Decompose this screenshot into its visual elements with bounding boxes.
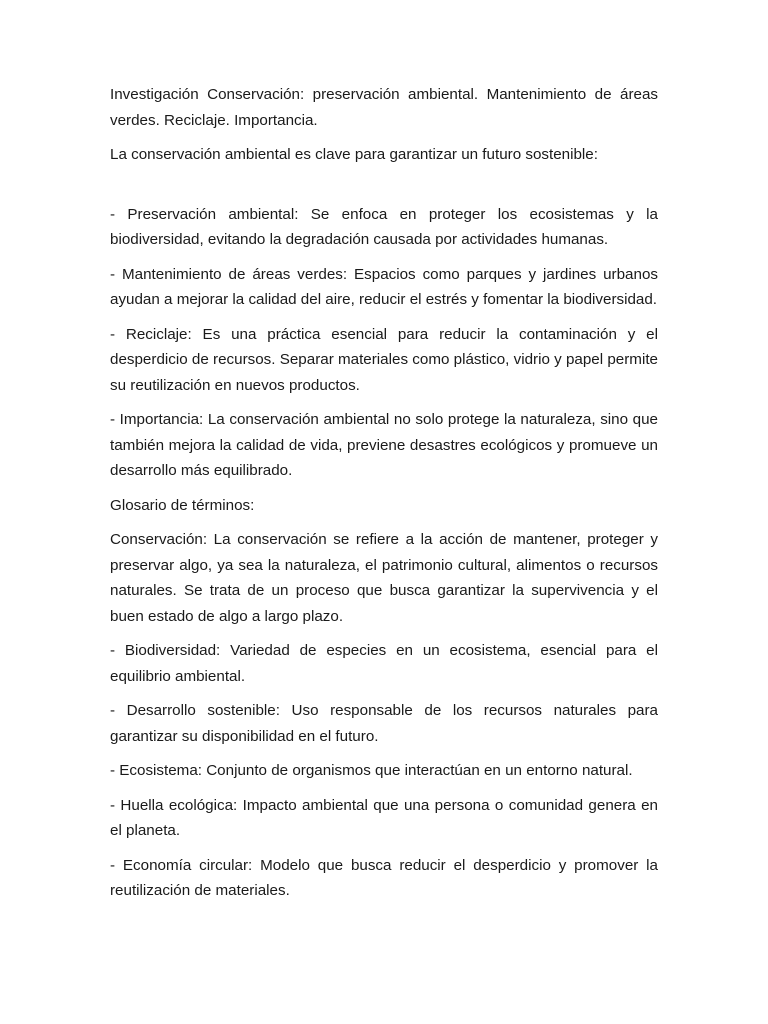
document-page [110,82,658,913]
glossary-heading: Glosario de términos: [110,496,255,514]
point-areas-verdes: - Mantenimiento de áreas verdes: Espacios como parques y jardines urbanos ayudan a mejorar la calidad del aire, reducir el estrés y fomentar la biodiversidad. [110,265,658,308]
glossary-term-ecosistema: - Ecosistema: Conjunto de organismos que interactúan en un entorno natural. [110,762,633,779]
document-title: Investigación Conservación: preservación ambiental. Mantenimiento de áreas verdes. Reciclaje. Importancia. [110,86,658,129]
intro-paragraph: La conservación ambiental es clave para garantizar un futuro sostenible: [110,146,598,163]
point-preservacion: - Preservación ambiental: Se enfoca en proteger los ecosistemas y la biodiversidad, evitando la degradación causada por actividades humanas. [110,205,658,248]
glossary-term-desarrollo-sostenible: - Desarrollo sostenible: Uso responsable de los recursos naturales para garantizar su disponibilidad en el futuro. [110,702,658,745]
blank-line [110,177,658,202]
glossary-term-economia-circular: - Economía circular: Modelo que busca reducir el desperdicio y promover la reutilización de materiales. [110,856,658,899]
glossary-definition-conservacion: Conservación: La conservación se refiere a la acción de mantener, proteger y preservar algo, ya sea la naturaleza, el patrimonio cultural, alimentos o recursos naturales. Se trata de un proceso que busca garantizar la supervivencia y el buen estado de algo a largo plazo. [110,531,658,625]
point-reciclaje: - Reciclaje: Es una práctica esencial para reducir la contaminación y el desperdicio de recursos. Separar materiales como plástico, vidrio y papel permite su reutilización en nuevos productos. [110,325,658,394]
point-importancia: - Importancia: La conservación ambiental no solo protege la naturaleza, sino que también mejora la calidad de vida, previene desastres ecológicos y promueve un desarrollo más equilibrado. [110,411,658,479]
glossary-term-biodiversidad: - Biodiversidad: Variedad de especies en un ecosistema, esencial para el equilibrio ambiental. [110,642,658,685]
glossary-term-huella-ecologica: - Huella ecológica: Impacto ambiental que una persona o comunidad genera en el planeta. [110,796,658,839]
